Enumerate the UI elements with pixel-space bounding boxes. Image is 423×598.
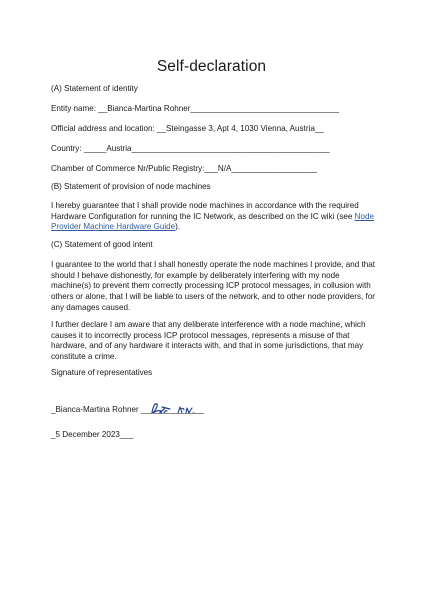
section-b-text-end: ).: [175, 222, 181, 232]
section-b-text-start: I hereby guarantee that I shall provide node machines in accordance with the required Hardware Configuration for running the IC Network, as described on the IC wiki (see: [51, 201, 359, 221]
section-b-paragraph: [51, 201, 381, 233]
handwritten-signature: [146, 402, 206, 416]
country-field: Country: _____Austria____________________________________________: [51, 144, 330, 153]
registry-field: Chamber of Commerce Nr/Public Registry:___N/A___________________: [51, 164, 317, 173]
section-a-heading: (A) Statement of identity: [51, 84, 138, 93]
document-title: Self-declaration: [156, 58, 267, 75]
section-c-paragraph-1: I guarantee to the world that I shall honestly operate the node machines I provide, and that should I behave dishonestly, for example by deliberately interfering with my node machine(s) to prevent them correctly processing ICP protocol messages, in collusion with others or alone, that I will be liable to users of the network, and to other node providers, for any damages caused.: [51, 260, 375, 312]
signature-heading: Signature of representatives: [51, 368, 153, 377]
section-c-heading: (C) Statement of good intent: [51, 240, 153, 249]
hardware-guide-link[interactable]: Node Provider Machine Hardware Guide: [51, 211, 375, 232]
address-field: Official address and location: __Steingasse 3, Apt 4, 1030 Vienna, Austria__: [51, 124, 324, 133]
section-c-paragraph-2: I further declare I am aware that any deliberate interference with a node machine, which causes it to incorrectly process ICP protocol messages, represents a misuse of that hardware, and of any hardware it interacts with, and that in some jurisdictions, that may constitute a crime.: [51, 320, 366, 362]
entity-name-field: Entity name: __Bianca-Martina Rohner_________________________________: [51, 104, 340, 113]
date-line: _5 December 2023___: [51, 430, 134, 439]
section-b-heading: (B) Statement of provision of node machines: [51, 182, 211, 191]
signature-name-line: _Bianca-Martina Rohner ______________: [51, 405, 204, 414]
